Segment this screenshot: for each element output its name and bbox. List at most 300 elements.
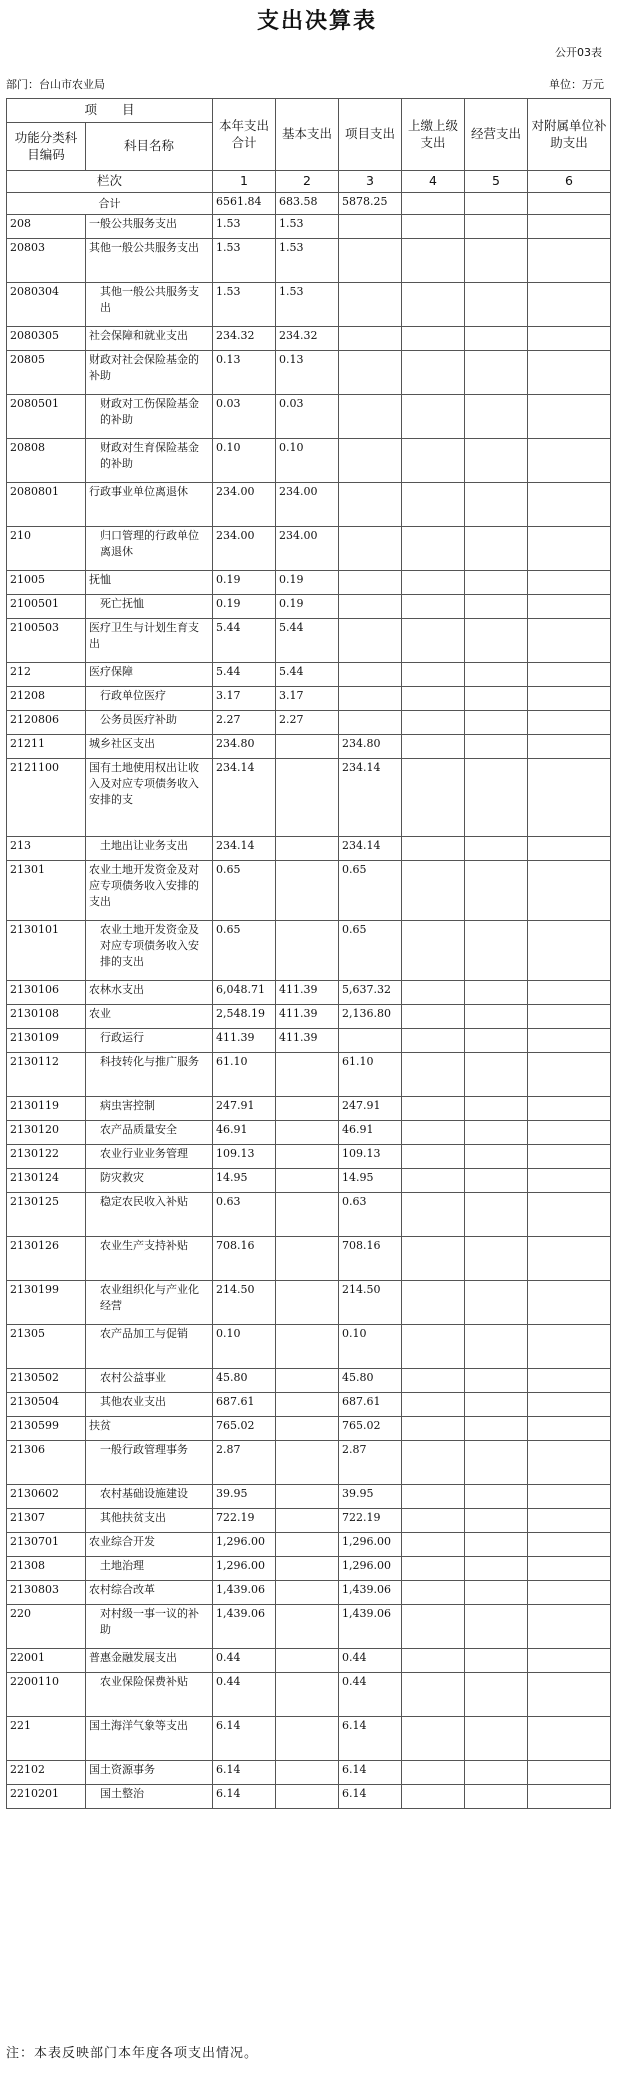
row-basic	[276, 1053, 339, 1097]
table-row	[7, 527, 611, 571]
table-row	[7, 351, 611, 395]
row-upper	[402, 595, 465, 619]
row-name: 死亡抚恤	[86, 595, 213, 619]
row-total: 0.10	[213, 439, 276, 483]
row-upper	[402, 1005, 465, 1029]
row-upper	[402, 1029, 465, 1053]
row-total: 708.16	[213, 1237, 276, 1281]
row-operating	[465, 1121, 528, 1145]
row-operating	[465, 1053, 528, 1097]
row-operating	[465, 439, 528, 483]
item-header: 项 目	[7, 99, 213, 123]
row-total: 109.13	[213, 1145, 276, 1169]
row-project: 6.14	[339, 1717, 402, 1761]
row-code: 2130701	[7, 1533, 86, 1557]
row-project	[339, 663, 402, 687]
row-subsidiary	[528, 571, 611, 595]
row-basic: 1.53	[276, 283, 339, 327]
row-subsidiary	[528, 837, 611, 861]
table-row	[7, 395, 611, 439]
row-name: 农林水支出	[86, 981, 213, 1005]
row-basic: 234.32	[276, 327, 339, 351]
row-total: 1.53	[213, 215, 276, 239]
col-index: 2	[276, 171, 339, 193]
row-total: 5.44	[213, 619, 276, 663]
row-total: 6.14	[213, 1785, 276, 1809]
row-name: 农村综合改革	[86, 1581, 213, 1605]
row-basic	[276, 1393, 339, 1417]
row-upper	[402, 1509, 465, 1533]
row-code: 221	[7, 1717, 86, 1761]
row-name: 社会保障和就业支出	[86, 327, 213, 351]
row-project: 2,136.80	[339, 1005, 402, 1029]
row-total: 0.44	[213, 1649, 276, 1673]
row-total: 234.32	[213, 327, 276, 351]
row-subsidiary	[528, 1325, 611, 1369]
table-row	[7, 1053, 611, 1097]
row-upper	[402, 837, 465, 861]
col-index-label: 栏次	[7, 171, 213, 193]
row-name: 财政对生育保险基金的补助	[86, 439, 213, 483]
row-subsidiary	[528, 1053, 611, 1097]
row-basic: 5.44	[276, 619, 339, 663]
row-total: 6,048.71	[213, 981, 276, 1005]
row-code: 2130199	[7, 1281, 86, 1325]
row-total: 14.95	[213, 1169, 276, 1193]
unit-label: 单位：万元	[549, 78, 604, 91]
row-code: 210	[7, 527, 86, 571]
row-subsidiary	[528, 1237, 611, 1281]
row-name: 财政对社会保险基金的补助	[86, 351, 213, 395]
row-project: 687.61	[339, 1393, 402, 1417]
row-project: 1,439.06	[339, 1581, 402, 1605]
row-operating	[465, 711, 528, 735]
row-total: 1,296.00	[213, 1557, 276, 1581]
form-number: 公开03表	[555, 46, 602, 59]
row-code: 20805	[7, 351, 86, 395]
row-code: 2080501	[7, 395, 86, 439]
row-subsidiary	[528, 735, 611, 759]
row-code: 2130108	[7, 1005, 86, 1029]
row-project: 214.50	[339, 1281, 402, 1325]
row-subsidiary	[528, 1193, 611, 1237]
row-project: 1,296.00	[339, 1557, 402, 1581]
row-total: 1,296.00	[213, 1533, 276, 1557]
row-name: 农业行业业务管理	[86, 1145, 213, 1169]
row-project: 5,637.32	[339, 981, 402, 1005]
row-operating	[465, 1029, 528, 1053]
row-total: 0.19	[213, 595, 276, 619]
row-upper	[402, 1441, 465, 1485]
row-project	[339, 619, 402, 663]
row-operating	[465, 327, 528, 351]
row-operating	[465, 687, 528, 711]
row-operating	[465, 351, 528, 395]
row-name: 科技转化与推广服务	[86, 1053, 213, 1097]
table-row	[7, 687, 611, 711]
row-code: 22001	[7, 1649, 86, 1673]
row-subsidiary	[528, 283, 611, 327]
row-basic	[276, 759, 339, 837]
row-total: 39.95	[213, 1485, 276, 1509]
row-operating	[465, 1169, 528, 1193]
row-basic	[276, 1145, 339, 1169]
row-total: 234.00	[213, 527, 276, 571]
row-code: 2200110	[7, 1673, 86, 1717]
row-upper	[402, 1485, 465, 1509]
row-upper	[402, 527, 465, 571]
row-operating	[465, 663, 528, 687]
col-index: 1	[213, 171, 276, 193]
footnote: 注：本表反映部门本年度各项支出情况。	[6, 2046, 259, 2061]
row-code: 213	[7, 837, 86, 861]
row-name: 农业土地开发资金及对应专项债务收入安排的支出	[86, 921, 213, 981]
row-basic	[276, 1533, 339, 1557]
row-name: 财政对工伤保险基金的补助	[86, 395, 213, 439]
row-name: 其他一般公共服务支出	[86, 283, 213, 327]
row-operating	[465, 1441, 528, 1485]
row-operating	[465, 483, 528, 527]
row-basic	[276, 1761, 339, 1785]
row-project: 247.91	[339, 1097, 402, 1121]
table-row	[7, 239, 611, 283]
table-row	[7, 1605, 611, 1649]
row-total: 2.87	[213, 1441, 276, 1485]
table-row	[7, 1193, 611, 1237]
total-label: 合计	[7, 193, 213, 215]
row-name: 农村基础设施建设	[86, 1485, 213, 1509]
code-header: 功能分类科目编码	[7, 123, 86, 171]
row-basic	[276, 1581, 339, 1605]
table-row	[7, 921, 611, 981]
row-upper	[402, 239, 465, 283]
row-upper	[402, 1761, 465, 1785]
table-row	[7, 327, 611, 351]
row-basic	[276, 1509, 339, 1533]
row-name: 农产品质量安全	[86, 1121, 213, 1145]
row-operating	[465, 619, 528, 663]
subsidiary-header: 对附属单位补助支出	[528, 99, 611, 171]
table-row	[7, 1369, 611, 1393]
row-code: 2130126	[7, 1237, 86, 1281]
row-subsidiary	[528, 1761, 611, 1785]
row-name: 农村公益事业	[86, 1369, 213, 1393]
row-basic	[276, 1121, 339, 1145]
row-operating	[465, 1485, 528, 1509]
row-subsidiary	[528, 1417, 611, 1441]
row-operating	[465, 1673, 528, 1717]
row-project	[339, 327, 402, 351]
row-project: 0.44	[339, 1649, 402, 1673]
col-index: 3	[339, 171, 402, 193]
row-operating	[465, 1533, 528, 1557]
row-operating	[465, 837, 528, 861]
table-row	[7, 1393, 611, 1417]
row-subsidiary	[528, 1121, 611, 1145]
row-name: 国有土地使用权出让收入及对应专项债务收入安排的支	[86, 759, 213, 837]
row-basic	[276, 1485, 339, 1509]
row-operating	[465, 861, 528, 921]
row-operating	[465, 283, 528, 327]
row-basic: 0.19	[276, 595, 339, 619]
row-project	[339, 439, 402, 483]
row-code: 2100503	[7, 619, 86, 663]
row-upper	[402, 1581, 465, 1605]
row-operating	[465, 239, 528, 283]
row-basic: 411.39	[276, 1005, 339, 1029]
row-basic: 1.53	[276, 239, 339, 283]
row-upper	[402, 395, 465, 439]
row-code: 220	[7, 1605, 86, 1649]
row-basic	[276, 1441, 339, 1485]
row-upper	[402, 619, 465, 663]
row-project: 46.91	[339, 1121, 402, 1145]
row-project: 234.80	[339, 735, 402, 759]
row-code: 2130101	[7, 921, 86, 981]
row-total: 0.19	[213, 571, 276, 595]
row-name: 抚恤	[86, 571, 213, 595]
row-upper	[402, 711, 465, 735]
table-row	[7, 1097, 611, 1121]
row-code: 21306	[7, 1441, 86, 1485]
table-row	[7, 861, 611, 921]
row-project: 39.95	[339, 1485, 402, 1509]
table-row	[7, 483, 611, 527]
row-operating	[465, 1417, 528, 1441]
row-basic	[276, 1649, 339, 1673]
row-project	[339, 527, 402, 571]
row-upper	[402, 215, 465, 239]
row-code: 2120806	[7, 711, 86, 735]
table-row	[7, 1441, 611, 1485]
row-total: 1.53	[213, 283, 276, 327]
row-project: 45.80	[339, 1369, 402, 1393]
row-basic	[276, 1237, 339, 1281]
row-total: 247.91	[213, 1097, 276, 1121]
row-upper	[402, 571, 465, 595]
row-operating	[465, 921, 528, 981]
row-code: 212	[7, 663, 86, 687]
table-row	[7, 735, 611, 759]
row-project	[339, 351, 402, 395]
row-name: 农业保险保费补贴	[86, 1673, 213, 1717]
row-subsidiary	[528, 1441, 611, 1485]
row-basic: 5.44	[276, 663, 339, 687]
row-total: 2,548.19	[213, 1005, 276, 1029]
row-project: 6.14	[339, 1785, 402, 1809]
row-subsidiary	[528, 1145, 611, 1169]
table-row	[7, 619, 611, 663]
row-name: 国土整治	[86, 1785, 213, 1809]
row-code: 2130803	[7, 1581, 86, 1605]
row-project: 722.19	[339, 1509, 402, 1533]
row-subsidiary	[528, 663, 611, 687]
row-upper	[402, 735, 465, 759]
row-operating	[465, 1509, 528, 1533]
row-operating	[465, 215, 528, 239]
row-upper	[402, 1325, 465, 1369]
row-operating	[465, 1193, 528, 1237]
row-name: 扶贫	[86, 1417, 213, 1441]
row-upper	[402, 1369, 465, 1393]
row-upper	[402, 921, 465, 981]
table-row	[7, 1121, 611, 1145]
row-upper	[402, 1649, 465, 1673]
row-upper	[402, 1785, 465, 1809]
total-c2: 683.58	[276, 193, 339, 215]
row-subsidiary	[528, 1673, 611, 1717]
row-basic	[276, 1417, 339, 1441]
row-name: 土地出让业务支出	[86, 837, 213, 861]
row-upper	[402, 1717, 465, 1761]
row-code: 2121100	[7, 759, 86, 837]
row-operating	[465, 1557, 528, 1581]
row-code: 21005	[7, 571, 86, 595]
row-upper	[402, 663, 465, 687]
table-row	[7, 571, 611, 595]
expenditure-table	[6, 98, 611, 1809]
row-name: 农业综合开发	[86, 1533, 213, 1557]
total-c6	[528, 193, 611, 215]
row-code: 2130504	[7, 1393, 86, 1417]
row-project: 234.14	[339, 759, 402, 837]
row-project: 0.10	[339, 1325, 402, 1369]
row-subsidiary	[528, 861, 611, 921]
table-row	[7, 1785, 611, 1809]
row-basic	[276, 1325, 339, 1369]
table-row	[7, 1509, 611, 1533]
row-code: 21308	[7, 1557, 86, 1581]
row-name: 农业	[86, 1005, 213, 1029]
row-project	[339, 595, 402, 619]
upper-header: 上缴上级支出	[402, 99, 465, 171]
row-basic	[276, 861, 339, 921]
row-code: 208	[7, 215, 86, 239]
row-basic	[276, 735, 339, 759]
row-subsidiary	[528, 1649, 611, 1673]
row-upper	[402, 283, 465, 327]
row-upper	[402, 1605, 465, 1649]
row-name: 农业组织化与产业化经营	[86, 1281, 213, 1325]
operating-header: 经营支出	[465, 99, 528, 171]
table-row	[7, 215, 611, 239]
row-name: 医疗保障	[86, 663, 213, 687]
row-code: 2080305	[7, 327, 86, 351]
row-operating	[465, 759, 528, 837]
table-row	[7, 1557, 611, 1581]
row-subsidiary	[528, 483, 611, 527]
row-subsidiary	[528, 1605, 611, 1649]
row-upper	[402, 1237, 465, 1281]
row-upper	[402, 1097, 465, 1121]
row-basic: 3.17	[276, 687, 339, 711]
row-name: 国土资源事务	[86, 1761, 213, 1785]
table-row	[7, 1533, 611, 1557]
row-total: 234.14	[213, 759, 276, 837]
row-project	[339, 215, 402, 239]
row-subsidiary	[528, 1557, 611, 1581]
table-row	[7, 283, 611, 327]
row-basic: 411.39	[276, 981, 339, 1005]
row-project: 234.14	[339, 837, 402, 861]
row-project: 0.63	[339, 1193, 402, 1237]
row-subsidiary	[528, 619, 611, 663]
row-operating	[465, 527, 528, 571]
row-basic	[276, 1605, 339, 1649]
row-subsidiary	[528, 595, 611, 619]
row-total: 6.14	[213, 1761, 276, 1785]
row-project	[339, 571, 402, 595]
total-row	[7, 193, 611, 215]
row-project: 0.65	[339, 861, 402, 921]
row-subsidiary	[528, 921, 611, 981]
row-total: 0.65	[213, 921, 276, 981]
row-subsidiary	[528, 395, 611, 439]
row-subsidiary	[528, 1281, 611, 1325]
row-name: 医疗卫生与计划生育支出	[86, 619, 213, 663]
row-operating	[465, 1097, 528, 1121]
row-name: 归口管理的行政单位离退休	[86, 527, 213, 571]
row-project: 0.65	[339, 921, 402, 981]
row-subsidiary	[528, 1393, 611, 1417]
row-operating	[465, 1237, 528, 1281]
row-total: 45.80	[213, 1369, 276, 1393]
row-project	[339, 239, 402, 283]
row-upper	[402, 1393, 465, 1417]
row-upper	[402, 1281, 465, 1325]
table-row	[7, 663, 611, 687]
row-name: 病虫害控制	[86, 1097, 213, 1121]
row-upper	[402, 1169, 465, 1193]
row-code: 21307	[7, 1509, 86, 1533]
row-code: 20808	[7, 439, 86, 483]
row-upper	[402, 1533, 465, 1557]
row-total: 687.61	[213, 1393, 276, 1417]
row-total: 722.19	[213, 1509, 276, 1533]
row-total: 411.39	[213, 1029, 276, 1053]
row-name: 农业生产支持补贴	[86, 1237, 213, 1281]
table-row	[7, 1417, 611, 1441]
row-upper	[402, 327, 465, 351]
row-subsidiary	[528, 711, 611, 735]
row-operating	[465, 981, 528, 1005]
row-basic	[276, 1193, 339, 1237]
row-name: 一般公共服务支出	[86, 215, 213, 239]
col-index: 4	[402, 171, 465, 193]
table-row	[7, 1761, 611, 1785]
row-operating	[465, 1605, 528, 1649]
row-code: 2130106	[7, 981, 86, 1005]
row-code: 2210201	[7, 1785, 86, 1809]
row-code: 22102	[7, 1761, 86, 1785]
table-row	[7, 1581, 611, 1605]
row-basic: 0.10	[276, 439, 339, 483]
row-subsidiary	[528, 759, 611, 837]
row-subsidiary	[528, 1485, 611, 1509]
row-total: 0.13	[213, 351, 276, 395]
row-project: 14.95	[339, 1169, 402, 1193]
row-code: 2130599	[7, 1417, 86, 1441]
row-basic	[276, 1281, 339, 1325]
row-total: 46.91	[213, 1121, 276, 1145]
row-subsidiary	[528, 527, 611, 571]
row-total: 2.27	[213, 711, 276, 735]
row-project: 1,439.06	[339, 1605, 402, 1649]
row-operating	[465, 1393, 528, 1417]
row-subsidiary	[528, 1369, 611, 1393]
row-subsidiary	[528, 215, 611, 239]
row-subsidiary	[528, 351, 611, 395]
